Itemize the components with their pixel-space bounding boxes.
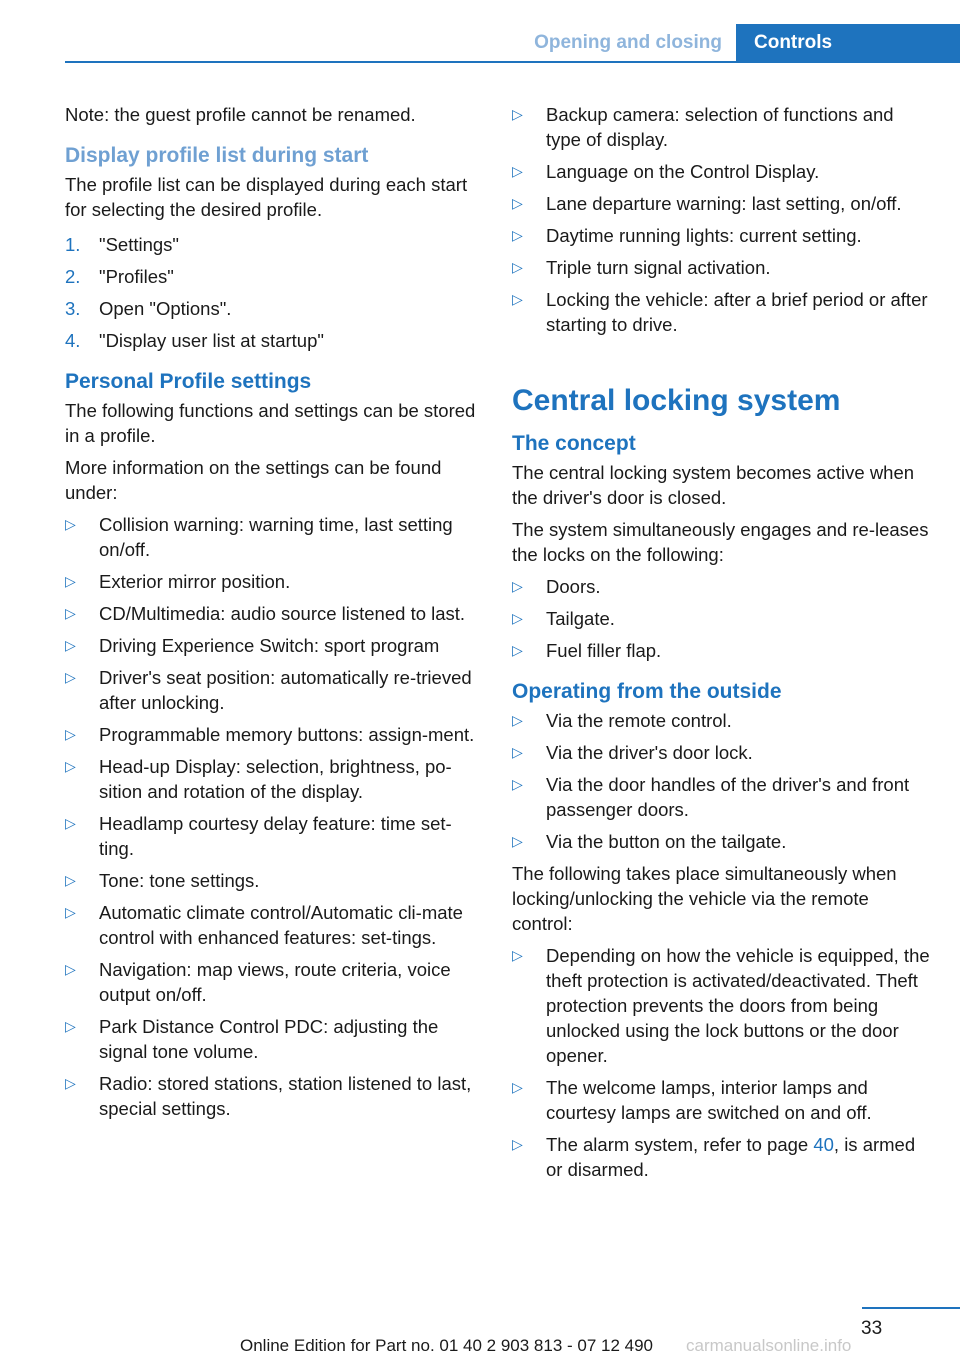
list-item-text: Driving Experience Switch: sport program	[99, 635, 440, 656]
list-item-text: Lane departure warning: last setting, on/off.	[546, 193, 902, 214]
bullet-triangle-icon: ▷	[512, 291, 523, 307]
list-item	[65, 811, 485, 861]
step-item	[65, 328, 485, 353]
list-item-text: Navigation: map views, route criteria, voice output on/off.	[99, 959, 451, 1005]
list-item	[512, 1132, 932, 1182]
bullet-triangle-icon: ▷	[512, 578, 523, 594]
bullet-triangle-icon: ▷	[65, 605, 76, 621]
list-item	[512, 102, 932, 152]
bullet-triangle-icon: ▷	[512, 1136, 523, 1152]
list-item-text: Language on the Control Display.	[546, 161, 820, 182]
bullet-triangle-icon: ▷	[65, 961, 76, 977]
heading-operating-outside: Operating from the outside	[512, 680, 782, 703]
list-item	[512, 772, 932, 822]
steps-list	[65, 232, 485, 353]
heading-concept: The concept	[512, 432, 636, 455]
list-item	[512, 255, 932, 280]
list-item	[512, 829, 932, 854]
footer-rule	[862, 1307, 960, 1309]
heading-profile-list: Display profile list during start	[65, 144, 369, 167]
list-item-text: Backup camera: selection of functions and type of display.	[546, 104, 894, 150]
list-item	[512, 223, 932, 248]
list-item-text: Via the driver's door lock.	[546, 742, 753, 763]
concept-text-2: The system simultaneously engages and re-leases the locks on the following:	[512, 519, 929, 565]
bullet-triangle-icon: ▷	[65, 637, 76, 653]
list-item	[512, 943, 932, 1068]
left-column	[65, 102, 485, 1128]
step-text: Open "Options".	[99, 298, 232, 319]
bullet-triangle-icon: ▷	[512, 106, 523, 122]
list-item	[512, 191, 932, 216]
bullet-triangle-icon: ▷	[65, 1018, 76, 1034]
list-item	[65, 754, 485, 804]
page-reference-link[interactable]: 40	[813, 1134, 834, 1155]
list-item-text: Via the remote control.	[546, 710, 732, 731]
list-item	[512, 606, 932, 631]
bullet-triangle-icon: ▷	[65, 669, 76, 685]
list-item-text: Automatic climate control/Automatic cli-mate control with enhanced features: set-tings.	[99, 902, 463, 948]
list-item-text: Programmable memory buttons: assign-ment.	[99, 724, 475, 745]
bullet-triangle-icon: ▷	[512, 163, 523, 179]
list-item-text: Depending on how the vehicle is equipped, the theft protection is activated/deactivated. Theft protection prevents the doors from being unlocked using the lock buttons or the door opener.	[546, 945, 930, 1066]
step-item	[65, 264, 485, 289]
list-item-text: Fuel filler flap.	[546, 640, 662, 661]
page-header	[65, 24, 960, 63]
list-item	[65, 957, 485, 1007]
list-item	[65, 569, 485, 594]
list-item-text: Radio: stored stations, station listened to last, special settings.	[99, 1073, 472, 1119]
outside-list	[512, 708, 932, 854]
list-item-text: Tailgate.	[546, 608, 615, 629]
step-number: 3.	[65, 298, 81, 319]
profile-settings-list-continued	[512, 102, 932, 337]
list-item-text: Park Distance Control PDC: adjusting the signal tone volume.	[99, 1016, 439, 1062]
step-number: 4.	[65, 330, 81, 351]
bullet-triangle-icon: ▷	[512, 1079, 523, 1095]
remote-effects-list	[512, 943, 932, 1182]
bullet-triangle-icon: ▷	[65, 1075, 76, 1091]
list-item	[512, 574, 932, 599]
list-item-text: Via the door handles of the driver's and front passenger doors.	[546, 774, 910, 820]
profile-settings-list	[65, 512, 485, 1121]
list-item-text	[546, 1132, 932, 1182]
heading-personal-profile: Personal Profile settings	[65, 370, 312, 393]
list-item	[65, 1071, 485, 1121]
watermark: carmanualsonline.info	[686, 1336, 852, 1355]
list-item-text: CD/Multimedia: audio source listened to last.	[99, 603, 466, 624]
right-column	[512, 102, 932, 1189]
bullet-triangle-icon: ▷	[512, 833, 523, 849]
edition-footer: Online Edition for Part no. 01 40 2 903 813 - 07 12 490	[240, 1336, 654, 1355]
list-item	[512, 708, 932, 733]
list-item-text: The welcome lamps, interior lamps and courtesy lamps are switched on and off.	[546, 1077, 872, 1123]
header-section-title: Opening and closing	[534, 32, 722, 53]
list-item-text: Collision warning: warning time, last setting on/off.	[99, 514, 453, 560]
page-number: 33	[861, 1318, 883, 1339]
list-item	[65, 900, 485, 950]
list-item-text: Doors.	[546, 576, 601, 597]
alarm-text-pre: The alarm system, refer to page	[546, 1134, 814, 1155]
list-item-text: Headlamp courtesy delay feature: time set-ting.	[99, 813, 452, 859]
list-item	[512, 1075, 932, 1125]
list-item	[512, 740, 932, 765]
list-item-text: Driver's seat position: automatically re-trieved after unlocking.	[99, 667, 472, 713]
bullet-triangle-icon: ▷	[65, 872, 76, 888]
list-item	[65, 601, 485, 626]
bullet-triangle-icon: ▷	[512, 712, 523, 728]
header-tab-controls: Controls	[736, 24, 960, 61]
concept-text-1: The central locking system becomes active when the driver's door is closed.	[512, 462, 915, 508]
bullet-triangle-icon: ▷	[512, 776, 523, 792]
bullet-triangle-icon: ▷	[512, 610, 523, 626]
heading-central-locking: Central locking system	[512, 384, 841, 417]
list-item-text: Via the button on the tailgate.	[546, 831, 787, 852]
bullet-triangle-icon: ▷	[512, 947, 523, 963]
list-item	[65, 1014, 485, 1064]
list-item	[512, 638, 932, 663]
step-item	[65, 232, 485, 257]
list-item	[512, 287, 932, 337]
list-item	[512, 159, 932, 184]
step-item	[65, 296, 485, 321]
list-item	[65, 512, 485, 562]
alarm-text-post: , is armed or disarmed.	[546, 1134, 916, 1180]
bullet-triangle-icon: ▷	[65, 726, 76, 742]
step-text: "Profiles"	[99, 266, 174, 287]
remote-control-text: The following takes place simultaneously when locking/unlocking the vehicle via the remote control:	[512, 863, 897, 934]
bullet-triangle-icon: ▷	[512, 259, 523, 275]
bullet-triangle-icon: ▷	[512, 195, 523, 211]
bullet-triangle-icon: ▷	[65, 815, 76, 831]
list-item	[65, 633, 485, 658]
list-item-text: Daytime running lights: current setting.	[546, 225, 862, 246]
list-item	[65, 722, 485, 747]
list-item-text: Head-up Display: selection, brightness, po-sition and rotation of the display.	[99, 756, 452, 802]
bullet-triangle-icon: ▷	[65, 516, 76, 532]
list-item	[65, 868, 485, 893]
locks-list	[512, 574, 932, 663]
bullet-triangle-icon: ▷	[512, 744, 523, 760]
list-item-text: Triple turn signal activation.	[546, 257, 771, 278]
step-text: "Display user list at startup"	[99, 330, 324, 351]
step-number: 1.	[65, 234, 81, 255]
bullet-triangle-icon: ▷	[65, 573, 76, 589]
bullet-triangle-icon: ▷	[65, 758, 76, 774]
profile-list-text: The profile list can be displayed during each start for selecting the desired profile.	[65, 174, 468, 220]
guest-note: Note: the guest profile cannot be renamed.	[65, 104, 416, 125]
step-number: 2.	[65, 266, 81, 287]
personal-text-1: The following functions and settings can be stored in a profile.	[65, 400, 476, 446]
list-item-text: Tone: tone settings.	[99, 870, 260, 891]
personal-text-2: More information on the settings can be found under:	[65, 457, 442, 503]
list-item	[65, 665, 485, 715]
list-item-text: Locking the vehicle: after a brief period or after starting to drive.	[546, 289, 928, 335]
list-item-text: Exterior mirror position.	[99, 571, 291, 592]
bullet-triangle-icon: ▷	[512, 642, 523, 658]
bullet-triangle-icon: ▷	[512, 227, 523, 243]
step-text: "Settings"	[99, 234, 179, 255]
bullet-triangle-icon: ▷	[65, 904, 76, 920]
